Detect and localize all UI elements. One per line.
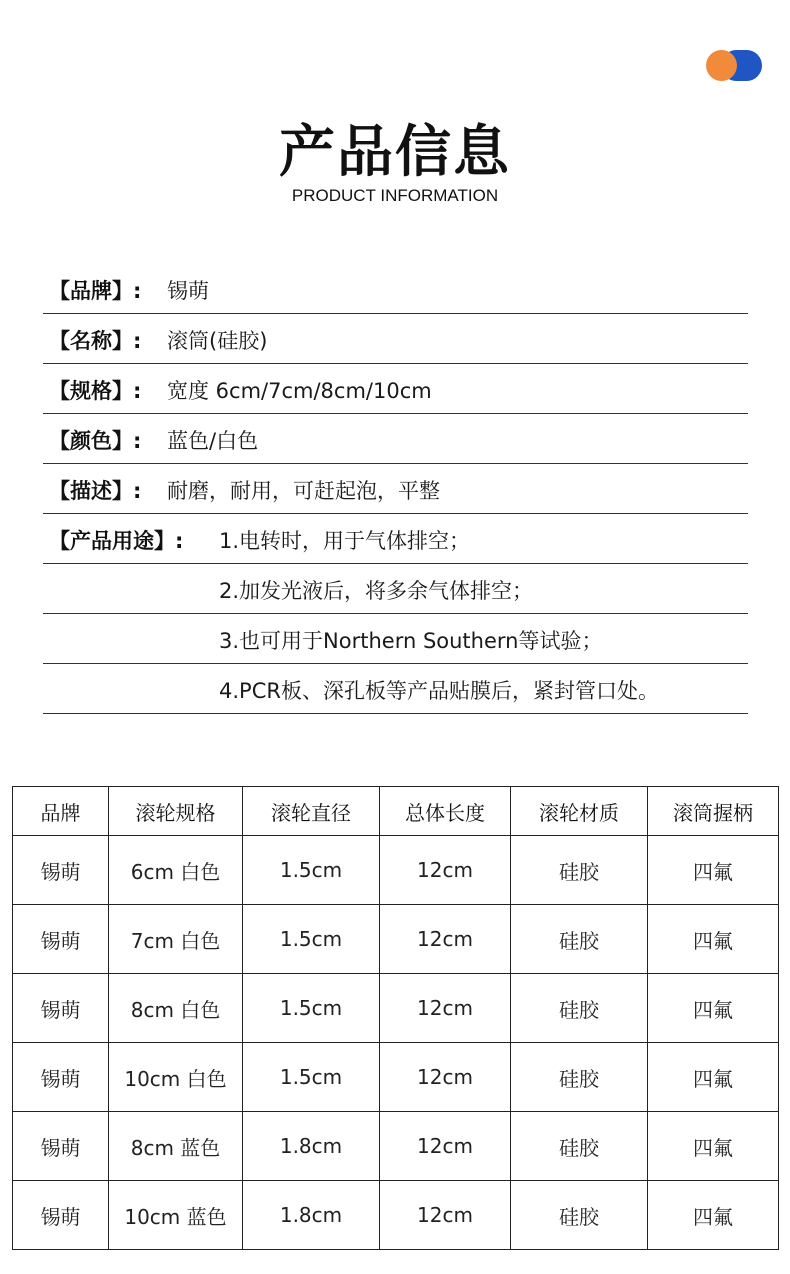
cell-brand: 锡萌 — [13, 1181, 109, 1250]
table-header-row — [13, 787, 779, 836]
cell-spec: 10cm 蓝色 — [109, 1181, 243, 1250]
desc-value: 耐磨，耐用，可赶起泡，平整 — [167, 479, 440, 503]
cell-spec: 10cm 白色 — [109, 1043, 243, 1112]
header-roller-diameter: 滚轮直径 — [243, 787, 380, 836]
cell-diameter: 1.5cm — [243, 974, 380, 1043]
table-row — [13, 905, 779, 974]
header-handle: 滚筒握柄 — [648, 787, 779, 836]
cell-diameter: 1.8cm — [243, 1112, 380, 1181]
color-value: 蓝色/白色 — [167, 429, 259, 453]
cell-handle: 四氟 — [648, 905, 779, 974]
cell-brand: 锡萌 — [13, 974, 109, 1043]
cell-brand: 锡萌 — [13, 1043, 109, 1112]
usage-item: 3.也可用于Northern Southern等试验； — [219, 629, 603, 653]
cell-length: 12cm — [380, 1112, 511, 1181]
cell-handle: 四氟 — [648, 1181, 779, 1250]
info-row-color — [43, 414, 748, 464]
table-row — [13, 1181, 779, 1250]
cell-material: 硅胶 — [511, 836, 648, 905]
cell-diameter: 1.8cm — [243, 1181, 380, 1250]
name-label: 【名称】: — [49, 329, 142, 353]
info-row-desc — [43, 464, 748, 514]
cell-handle: 四氟 — [648, 836, 779, 905]
header-roller-material: 滚轮材质 — [511, 787, 648, 836]
cell-spec: 7cm 白色 — [109, 905, 243, 974]
table-row — [13, 974, 779, 1043]
cell-brand: 锡萌 — [13, 836, 109, 905]
usage-item: 4.PCR板、深孔板等产品贴膜后，紧封管口处。 — [219, 679, 659, 703]
header-roller-spec: 滚轮规格 — [109, 787, 243, 836]
usage-item: 2.加发光液后，将多余气体排空； — [219, 579, 534, 603]
page-subtitle: PRODUCT INFORMATION — [291, 186, 499, 205]
brand-label: 【品牌】: — [49, 279, 142, 303]
page-title: 产品信息 — [279, 120, 511, 185]
info-row-usage — [43, 514, 748, 564]
cell-spec: 8cm 白色 — [109, 974, 243, 1043]
cell-material: 硅胶 — [511, 1112, 648, 1181]
header-brand: 品牌 — [13, 787, 109, 836]
cell-length: 12cm — [380, 905, 511, 974]
table-row — [13, 1112, 779, 1181]
cell-length: 12cm — [380, 974, 511, 1043]
color-label: 【颜色】: — [49, 429, 142, 453]
cell-spec: 6cm 白色 — [109, 836, 243, 905]
usage-label: 【产品用途】: — [49, 529, 184, 553]
cell-material: 硅胶 — [511, 1181, 648, 1250]
info-row-usage-3 — [43, 614, 748, 664]
cell-diameter: 1.5cm — [243, 836, 380, 905]
header-total-length: 总体长度 — [380, 787, 511, 836]
spec-value: 宽度 6cm/7cm/8cm/10cm — [167, 379, 432, 403]
cell-length: 12cm — [380, 836, 511, 905]
cell-material: 硅胶 — [511, 905, 648, 974]
table-row — [13, 1043, 779, 1112]
info-row-brand — [43, 264, 748, 314]
cell-diameter: 1.5cm — [243, 1043, 380, 1112]
cell-length: 12cm — [380, 1181, 511, 1250]
cell-diameter: 1.5cm — [243, 905, 380, 974]
name-value: 滚筒(硅胶) — [167, 329, 268, 353]
info-row-usage-4 — [43, 664, 748, 714]
cell-handle: 四氟 — [648, 1112, 779, 1181]
info-row-usage-2 — [43, 564, 748, 614]
toggle-knob — [706, 50, 737, 81]
product-info-list — [43, 264, 748, 714]
spec-table — [12, 786, 779, 1250]
brand-value: 锡萌 — [167, 279, 209, 303]
cell-handle: 四氟 — [648, 974, 779, 1043]
cell-brand: 锡萌 — [13, 1112, 109, 1181]
table-row — [13, 836, 779, 905]
cell-length: 12cm — [380, 1043, 511, 1112]
cell-handle: 四氟 — [648, 1043, 779, 1112]
cell-material: 硅胶 — [511, 974, 648, 1043]
cell-brand: 锡萌 — [13, 905, 109, 974]
info-row-spec — [43, 364, 748, 414]
toggle-decoration — [706, 50, 762, 81]
cell-material: 硅胶 — [511, 1043, 648, 1112]
cell-spec: 8cm 蓝色 — [109, 1112, 243, 1181]
info-row-name — [43, 314, 748, 364]
desc-label: 【描述】: — [49, 479, 142, 503]
usage-item: 1.电转时，用于气体排空； — [219, 529, 471, 553]
spec-label: 【规格】: — [49, 379, 142, 403]
